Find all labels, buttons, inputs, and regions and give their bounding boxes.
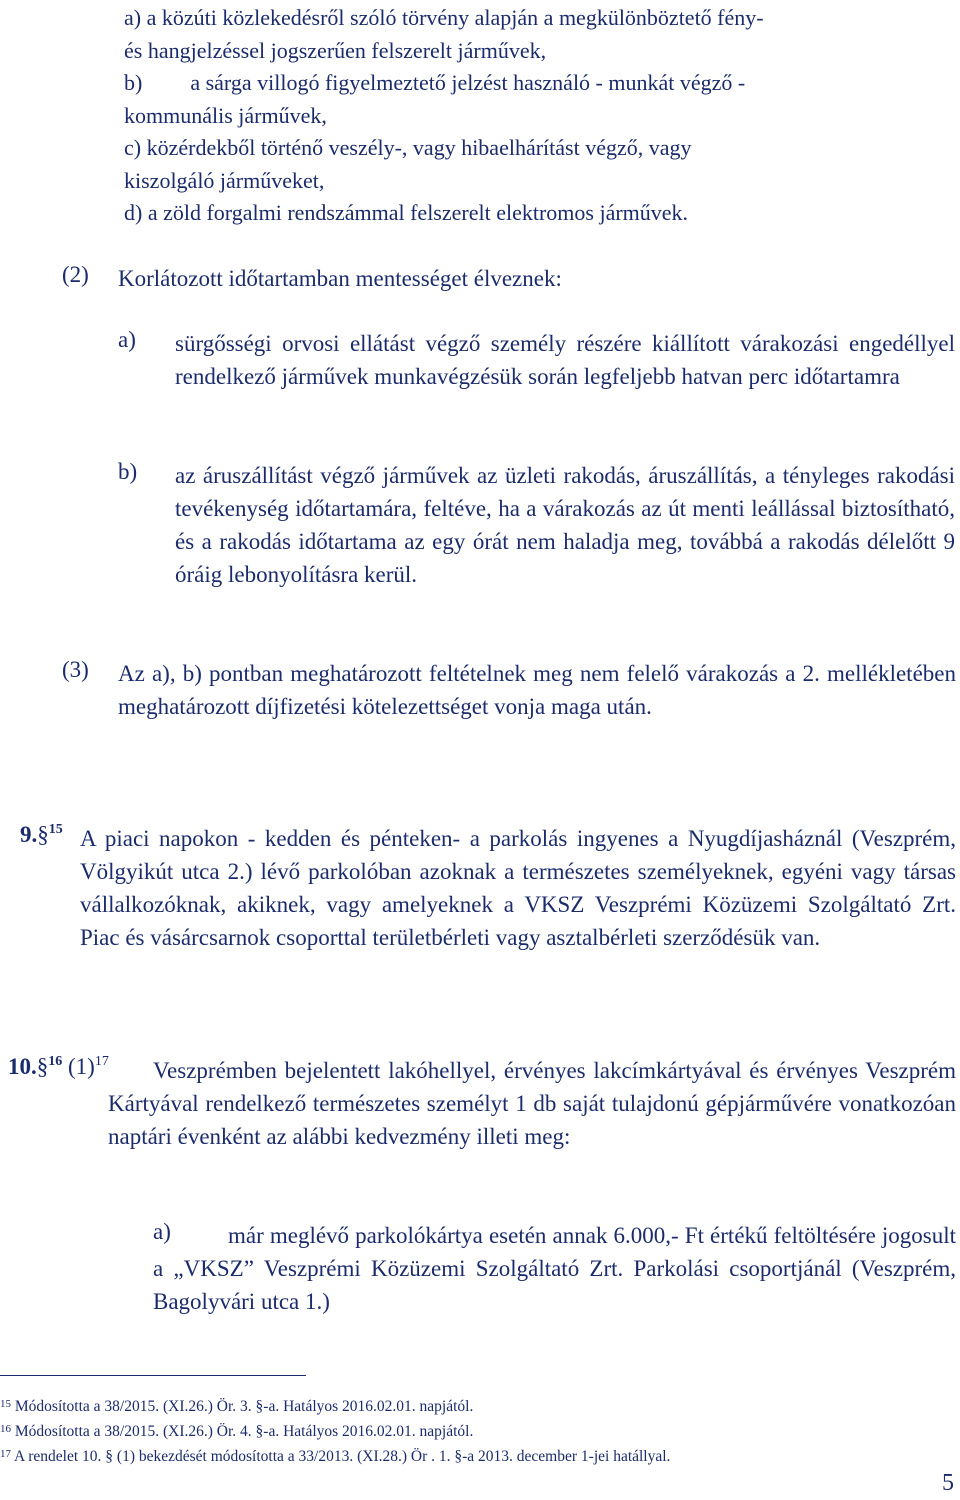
footnote-ref: 15	[48, 822, 63, 837]
footnote-divider	[0, 1375, 306, 1376]
item-label: a)	[118, 327, 136, 352]
footnote: $^{15}$ Módosította a 38/2015. (XI.26.) Ör. 3. §-a. Hatályos 2016.02.01. napjától.	[0, 1398, 474, 1415]
paragraph-text: Az a), b) pontban meghatározott feltételnek meg nem felelő várakozás a 2. mellékletében meghatározott díjfizetési kötelezettséget vonja maga után.	[118, 661, 956, 719]
list-line: kiszolgáló járműveket,	[124, 167, 325, 193]
list-line: d) a zöld forgalmi rendszámmal felszerelt elektromos járművek.	[124, 200, 689, 225]
item-label: a)	[153, 1219, 171, 1244]
list-line: b) a sárga villogó figyelmeztető jelzést használó - munkát végző -	[124, 70, 746, 95]
footnote-ref: 16	[48, 1054, 63, 1069]
list-line: kommunális járművek,	[124, 102, 327, 128]
list-line: c) közérdekből történő veszély-, vagy hibaelhárítást végző, vagy	[124, 135, 692, 160]
paragraph-number: (2)	[62, 262, 89, 287]
section-heading: 9.§$^{15}$	[20, 822, 63, 847]
footnote: $^{17}$ A rendelet 10. § (1) bekezdését módosította a 33/2013. (XI.28.) Ör . 1. §-a 2013. december 1-jei hatállyal.	[0, 1448, 671, 1465]
section-text: Veszprémben bejelentett lakóhellyel, érvényes lakcímkártyával és érvényes Veszprém Kártyával rendelkező természetes személyt 1 db saját tulajdonú gépjárművére vonatkozóan naptári évenként az alábbi kedvezmény illeti meg:	[108, 1058, 956, 1149]
footnote-ref: 17	[94, 1054, 109, 1069]
item-text: már meglévő parkolókártya esetén annak 6.000,- Ft értékű feltöltésére jogosult a „VKSZ” Veszprémi Közüzemi Szolgáltató Zrt. Parkolási csoportjánál (Veszprém, Bagolyvári utca 1.)	[153, 1223, 956, 1314]
paragraph-number: (3)	[62, 657, 89, 682]
section-text: A piaci napokon - kedden és pénteken- a parkolás ingyenes a Nyugdíjasháznál (Veszprém, Völgyikút utca 2.) lévő parkolóban azoknak a természetes személyeknek, egyéni vagy társas vállalkozóknak, akiknek, vagy amelyeknek a VKSZ Veszprémi Közüzemi Szolgáltató Zrt. Piac és vásárcsarnok csoporttal területbérleti vagy asztalbérleti szerződésük van.	[80, 826, 956, 950]
list-line: a) a közúti közlekedésről szóló törvény alapján a megkülönböztető fény-	[124, 5, 764, 30]
exemption-list	[124, 2, 944, 230]
list-line: és hangjelzéssel jogszerűen felszerelt járművek,	[124, 37, 547, 63]
item-label: b)	[118, 459, 138, 484]
section-heading: 10.§$^{16}$ $(1)^{17}$	[8, 1054, 109, 1079]
footnote: $^{16}$ Módosította a 38/2015. (XI.26.) Ör. 4. §-a. Hatályos 2016.02.01. napjától.	[0, 1423, 474, 1440]
item-text: sürgősségi orvosi ellátást végző személy részére kiállított várakozási engedéllyel rendelkező járművek munkavégzésük során legfeljebb hatvan perc időtartamra	[175, 331, 955, 389]
paragraph-heading: Korlátozott időtartamban mentességet élveznek:	[118, 266, 562, 291]
item-text: az áruszállítást végző járművek az üzleti rakodás, áruszállítás, a tényleges rakodási tevékenység időtartamára, feltéve, ha a várakozás az út menti leállással biztosítható, és a rakodás időtartama az egy órát nem haladja meg, továbbá a rakodás délelőtt 9 óráig lebonyolításra kerül.	[175, 463, 955, 587]
page-number: 5	[942, 1470, 954, 1496]
